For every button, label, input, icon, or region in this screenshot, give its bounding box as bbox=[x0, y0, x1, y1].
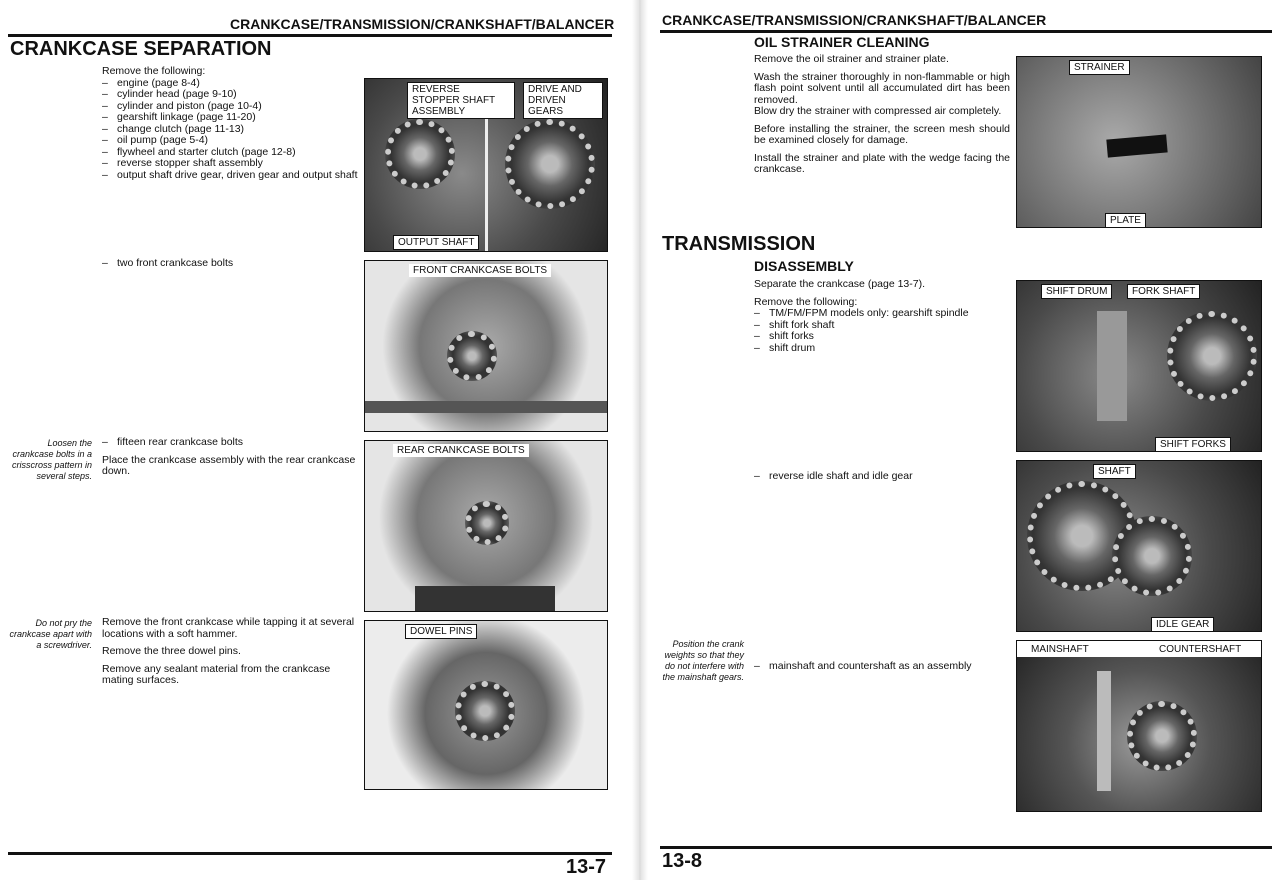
photo-rear-bolts bbox=[364, 440, 608, 612]
step-idle-gear: – reverse idle shaft and idle gear bbox=[754, 471, 1280, 483]
note-loosen: Loosen the crankcase bolts in a crisscross pattern in several steps. bbox=[11, 438, 92, 481]
label-strainer: STRAINER bbox=[1069, 60, 1130, 75]
list-item: – engine (page 8-4) bbox=[102, 78, 360, 90]
list-item: – reverse stopper shaft assembly bbox=[102, 158, 360, 170]
step-front-bolts: – two front crankcase bolts bbox=[102, 258, 1280, 270]
note-pry: Do not pry the crankcase apart with a screwdriver. bbox=[9, 618, 92, 650]
list-item: – flywheel and starter clutch (page 12-8) bbox=[102, 147, 360, 159]
label-dowel-pins: DOWEL PINS bbox=[405, 624, 477, 639]
label-rear-bolts: REAR CRANKCASE BOLTS bbox=[393, 444, 529, 457]
intro-text: Remove the following: bbox=[754, 295, 858, 308]
label-shift-drum: SHIFT DRUM bbox=[1041, 284, 1112, 299]
photo-reverse-stopper bbox=[364, 78, 608, 252]
label-plate: PLATE bbox=[1105, 213, 1146, 228]
paragraph: Before installing the strainer, the screen mesh should be examined closely for damage. bbox=[754, 122, 1010, 146]
photo-dowel-pins bbox=[364, 620, 608, 790]
list-item: – shift drum bbox=[754, 343, 1010, 355]
list-item: – cylinder head (page 9-10) bbox=[102, 89, 360, 101]
remove-front-text bbox=[102, 617, 360, 693]
disassembly-title: DISASSEMBLY bbox=[754, 258, 854, 274]
footer-rule bbox=[8, 852, 612, 855]
list-item: – gearshift linkage (page 11-20) bbox=[102, 112, 360, 124]
label-shaft: SHAFT bbox=[1093, 464, 1136, 479]
label-shift-forks: SHIFT FORKS bbox=[1155, 437, 1231, 452]
paragraph: Install the strainer and plate with the wedge facing the crankcase. bbox=[754, 151, 1010, 175]
list-item: – oil pump (page 5-4) bbox=[102, 135, 360, 147]
label-fork-shaft: FORK SHAFT bbox=[1127, 284, 1200, 299]
paragraph: Wash the strainer thoroughly in non-flammable or high flash point solvent until all accumulated dirt has been removed. bbox=[754, 70, 1010, 106]
header-rule bbox=[660, 30, 1272, 33]
photo-idle-gear bbox=[1016, 460, 1262, 632]
remove-dowel: Remove the three dowel pins. bbox=[102, 645, 241, 657]
page-number: 13-7 bbox=[566, 856, 607, 878]
photo-mainshaft bbox=[1016, 640, 1262, 812]
photo-front-bolts bbox=[364, 260, 608, 432]
list-item: – TM/FM/FPM models only: gearshift spindle bbox=[754, 308, 1010, 320]
transmission-title: TRANSMISSION bbox=[662, 233, 816, 255]
paragraph: Separate the crankcase (page 13-7). bbox=[754, 278, 926, 290]
label-idle-gear: IDLE GEAR bbox=[1151, 617, 1214, 632]
step-mainshaft: – mainshaft and countershaft as an assembly bbox=[754, 661, 1280, 673]
photo-shift-drum bbox=[1016, 280, 1262, 452]
list-item: – shift forks bbox=[754, 331, 1010, 343]
label-drive-driven: DRIVE AND DRIVEN GEARS bbox=[523, 82, 603, 119]
page-number: 13-8 bbox=[662, 850, 703, 872]
intro-text: Remove the following: bbox=[102, 65, 206, 77]
label-front-bolts: FRONT CRANKCASE BOLTS bbox=[409, 264, 551, 277]
footer-rule bbox=[660, 846, 1272, 849]
label-mainshaft: MAINSHAFT bbox=[1027, 643, 1093, 656]
paragraph: Blow dry the strainer with compressed air completely. bbox=[754, 105, 1002, 117]
place-text: Place the crankcase assembly with the rear crankcase down. bbox=[102, 453, 356, 477]
paragraph: Remove the oil strainer and strainer plate. bbox=[754, 53, 949, 65]
note-crank: Position the crank weights so that they do not interfere with the mainshaft gears. bbox=[662, 639, 744, 682]
page-gutter bbox=[632, 0, 648, 880]
removal-list bbox=[102, 66, 360, 181]
remove-front: Remove the front crankcase while tapping it at several locations with a soft hammer. bbox=[102, 616, 355, 640]
label-output-shaft: OUTPUT SHAFT bbox=[393, 235, 479, 250]
disassembly-text bbox=[754, 279, 1010, 354]
step-rear-bolts: – fifteen rear crankcase bolts bbox=[102, 437, 360, 449]
list-item: – cylinder and piston (page 10-4) bbox=[102, 101, 360, 113]
label-reverse-stopper: REVERSE STOPPER SHAFT ASSEMBLY bbox=[407, 82, 515, 119]
list-item: – output shaft drive gear, driven gear and output shaft bbox=[102, 170, 360, 182]
page-title: CRANKCASE SEPARATION bbox=[10, 38, 272, 60]
header-rule bbox=[8, 34, 612, 37]
list-item: – change clutch (page 11-13) bbox=[102, 124, 360, 136]
left-header: CRANKCASE/TRANSMISSION/CRANKSHAFT/BALANCER bbox=[230, 16, 615, 32]
list-item: – shift fork shaft bbox=[754, 320, 1010, 332]
rear-bolts-text bbox=[102, 437, 360, 484]
oil-strainer-title: OIL STRAINER CLEANING bbox=[754, 34, 930, 50]
oil-strainer-text bbox=[754, 54, 1010, 182]
photo-strainer bbox=[1016, 56, 1262, 228]
remove-sealant: Remove any sealant material from the crankcase mating surfaces. bbox=[102, 662, 331, 686]
right-header: CRANKCASE/TRANSMISSION/CRANKSHAFT/BALANCER bbox=[662, 12, 1047, 28]
label-countershaft: COUNTERSHAFT bbox=[1155, 643, 1245, 656]
